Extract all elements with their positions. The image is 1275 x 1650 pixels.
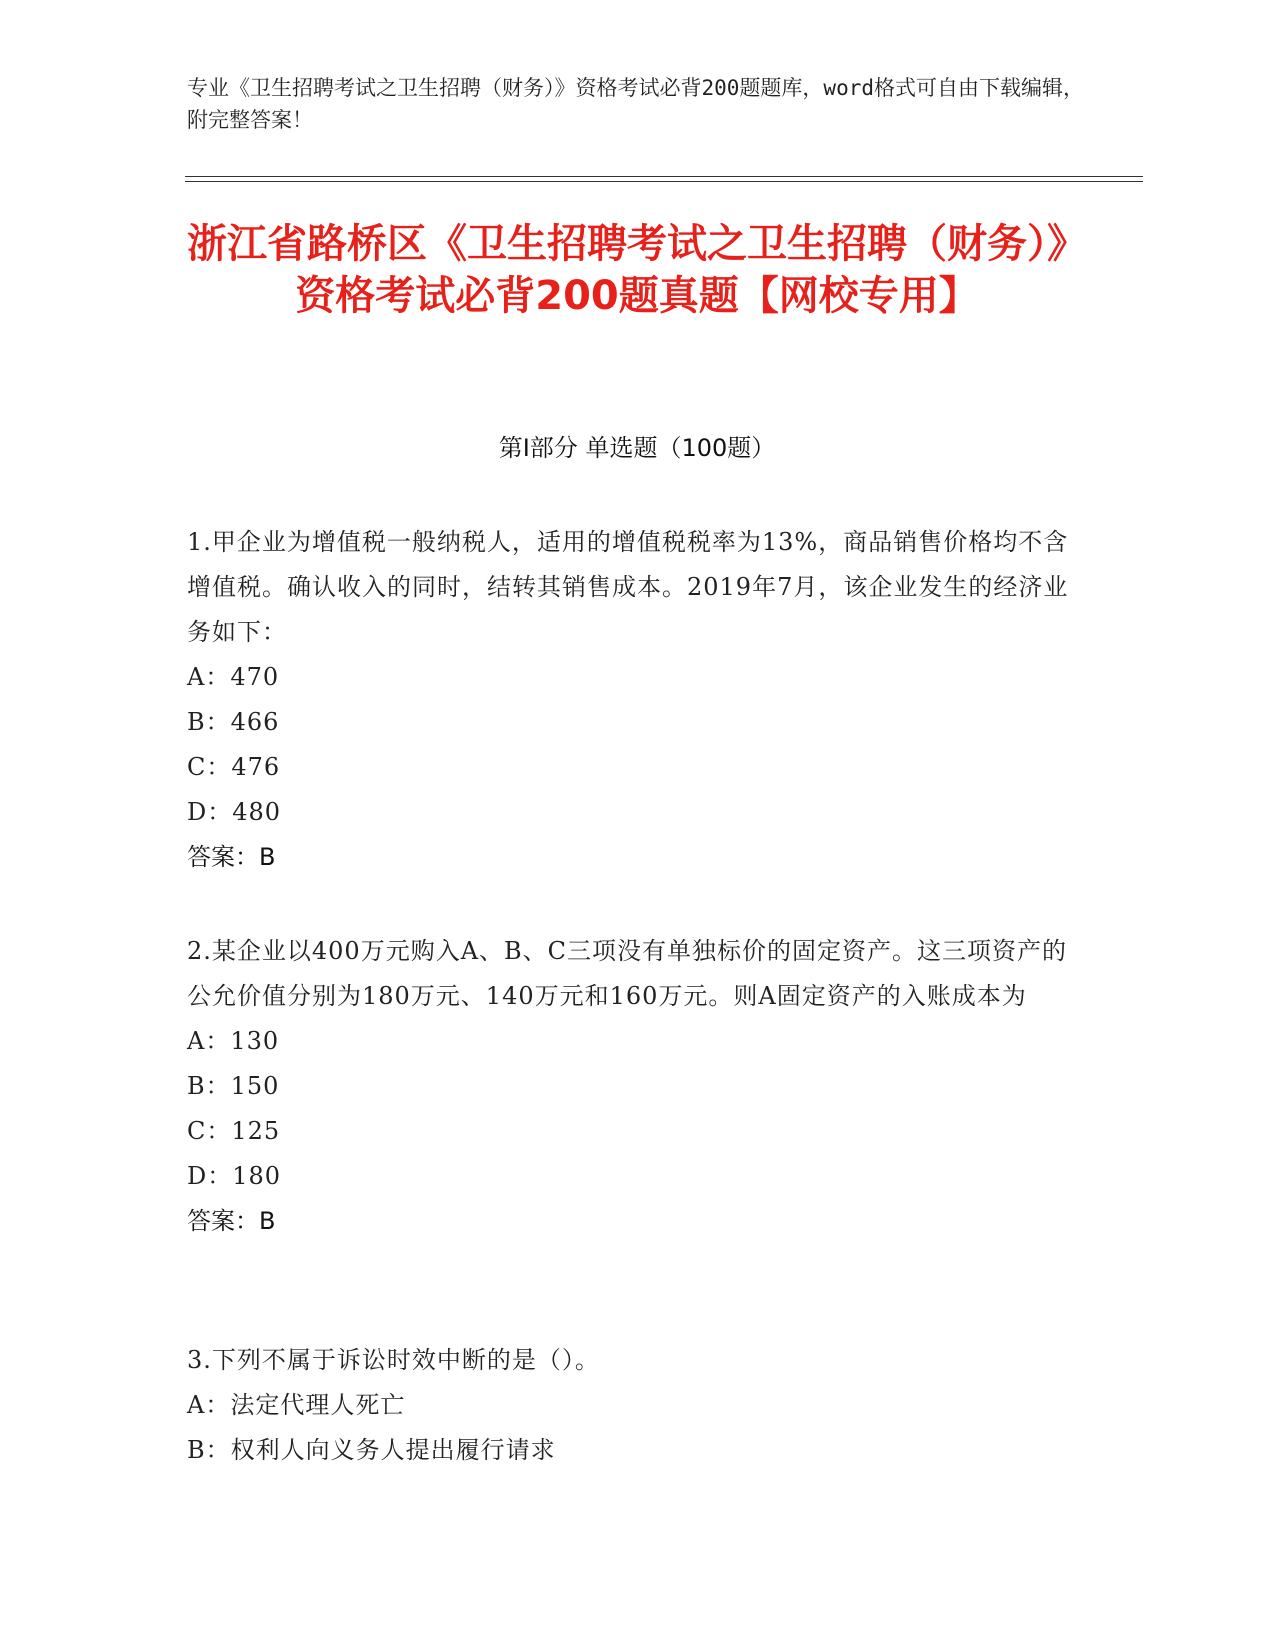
question-3 bbox=[187, 1338, 1087, 1473]
header-note: 专业《卫生招聘考试之卫生招聘（财务）》资格考试必背200题题库，word格式可自由下载编辑，附完整答案！ bbox=[187, 76, 1084, 132]
answer: 答案：B bbox=[187, 1207, 276, 1235]
option-b: B：466 bbox=[187, 708, 280, 736]
question-stem: 2.某企业以400万元购入A、B、C三项没有单独标价的固定资产。这三项资产的公允价值分别为180万元、140万元和160万元。则A固定资产的入账成本为 bbox=[187, 937, 1068, 1010]
option-a: A：470 bbox=[187, 663, 280, 691]
option-c: C：125 bbox=[187, 1117, 281, 1145]
option-d: D：480 bbox=[187, 798, 282, 826]
option-b: B：权利人向义务人提出履行请求 bbox=[187, 1436, 556, 1464]
document-title: 浙江省路桥区《卫生招聘考试之卫生招聘（财务）》资格考试必背200题真题【网校专用】 bbox=[187, 221, 1087, 319]
question-1 bbox=[187, 520, 1087, 880]
question-stem: 1.甲企业为增值税一般纳税人，适用的增值税税率为13%，商品销售价格均不含增值税。确认收入的同时，结转其销售成本。2019年7月，该企业发生的经济业务如下： bbox=[187, 528, 1069, 646]
option-a: A：130 bbox=[187, 1027, 280, 1055]
header-rule-bottom bbox=[185, 181, 1143, 182]
section-title: 第I部分 单选题（100题） bbox=[498, 434, 776, 462]
question-stem: 3.下列不属于诉讼时效中断的是（）。 bbox=[187, 1346, 600, 1374]
option-d: D：180 bbox=[187, 1162, 282, 1190]
question-2 bbox=[187, 929, 1087, 1244]
option-c: C：476 bbox=[187, 753, 281, 781]
option-a: A：法定代理人死亡 bbox=[187, 1391, 406, 1419]
header-rule-top bbox=[185, 176, 1143, 177]
option-b: B：150 bbox=[187, 1072, 280, 1100]
answer: 答案：B bbox=[187, 843, 276, 871]
